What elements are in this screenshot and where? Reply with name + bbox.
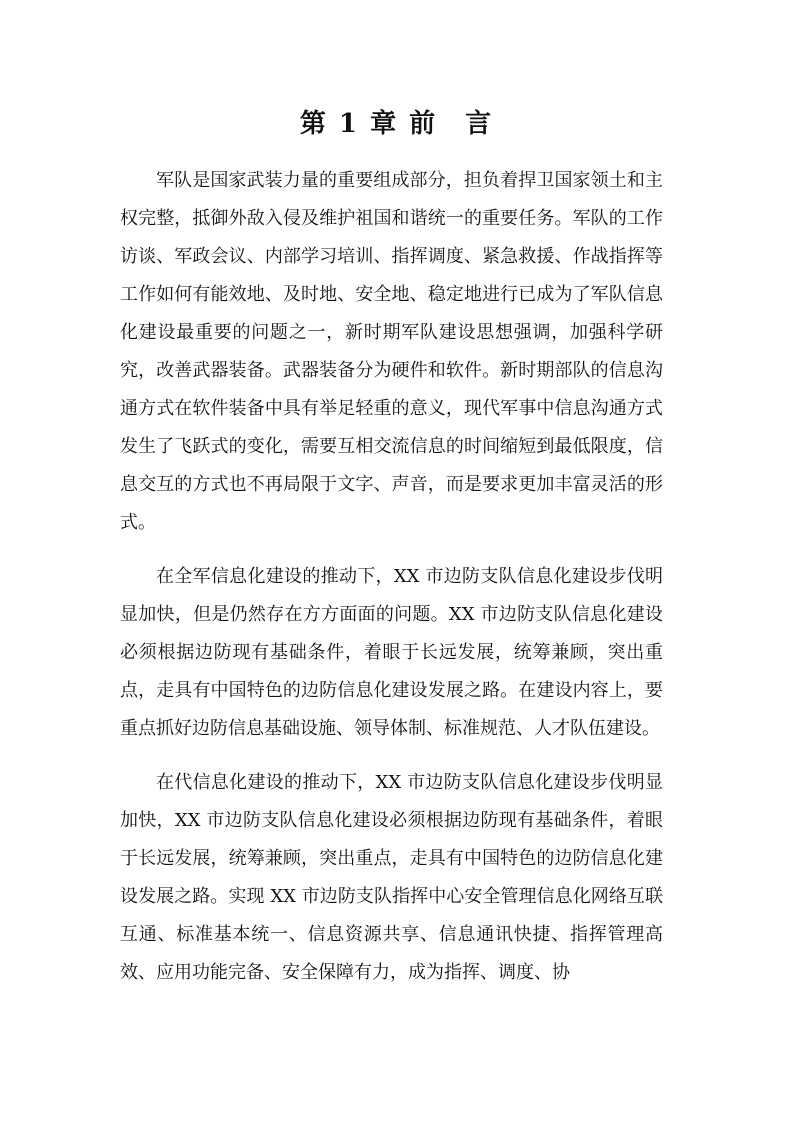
paragraph-2: 在全军信息化建设的推动下，XX 市边防支队信息化建设步伐明显加快，但是仍然存在方方面面的问题。XX 市边防支队信息化建设必须根据边防现有基础条件，着眼于长远发展，统筹兼顾，突出重点，走具有中国特色的边防信息化建设发展之路。在建设内容上，要重点抓好边防信息基础设施、领导体制、标准规范、人才队伍建设。 bbox=[120, 566, 663, 739]
body-text bbox=[120, 162, 663, 1008]
paragraph-3: 在代信息化建设的推动下，XX 市边防支队信息化建设步伐明显加快，XX 市边防支队信息化建设必须根据边防现有基础条件，着眼于长远发展，统筹兼顾，突出重点，走具有中国特色的边防信息化建设发展之路。实现 XX 市边防支队指挥中心安全管理信息化网络互联互通、标准基本统一、信息资源共享、信息通讯快捷、指挥管理高效、应用功能完备、安全保障有力，成为指挥、调度、协 bbox=[120, 772, 663, 983]
paragraph-1: 军队是国家武装力量的重要组成部分，担负着捍卫国家领土和主权完整，抵御外敌入侵及维护祖国和谐统一的重要任务。军队的工作访谈、军政会议、内部学习培训、指挥调度、紧急救援、作战指挥等工作如何有能效地、及时地、安全地、稳定地进行已成为了军队信息化建设最重要的问题之一，新时期军队建设思想强调，加强科学研究，改善武器装备。武器装备分为硬件和软件。新时期部队的信息沟通方式在软件装备中具有举足轻重的意义，现代军事中信息沟通方式发生了飞跃式的变化，需要互相交流信息的时间缩短到最低限度，信息交互的方式也不再局限于文字、声音，而是要求更加丰富灵活的形式。 bbox=[120, 170, 663, 533]
chapter-title: 第 1 章 前 言 bbox=[299, 109, 494, 139]
